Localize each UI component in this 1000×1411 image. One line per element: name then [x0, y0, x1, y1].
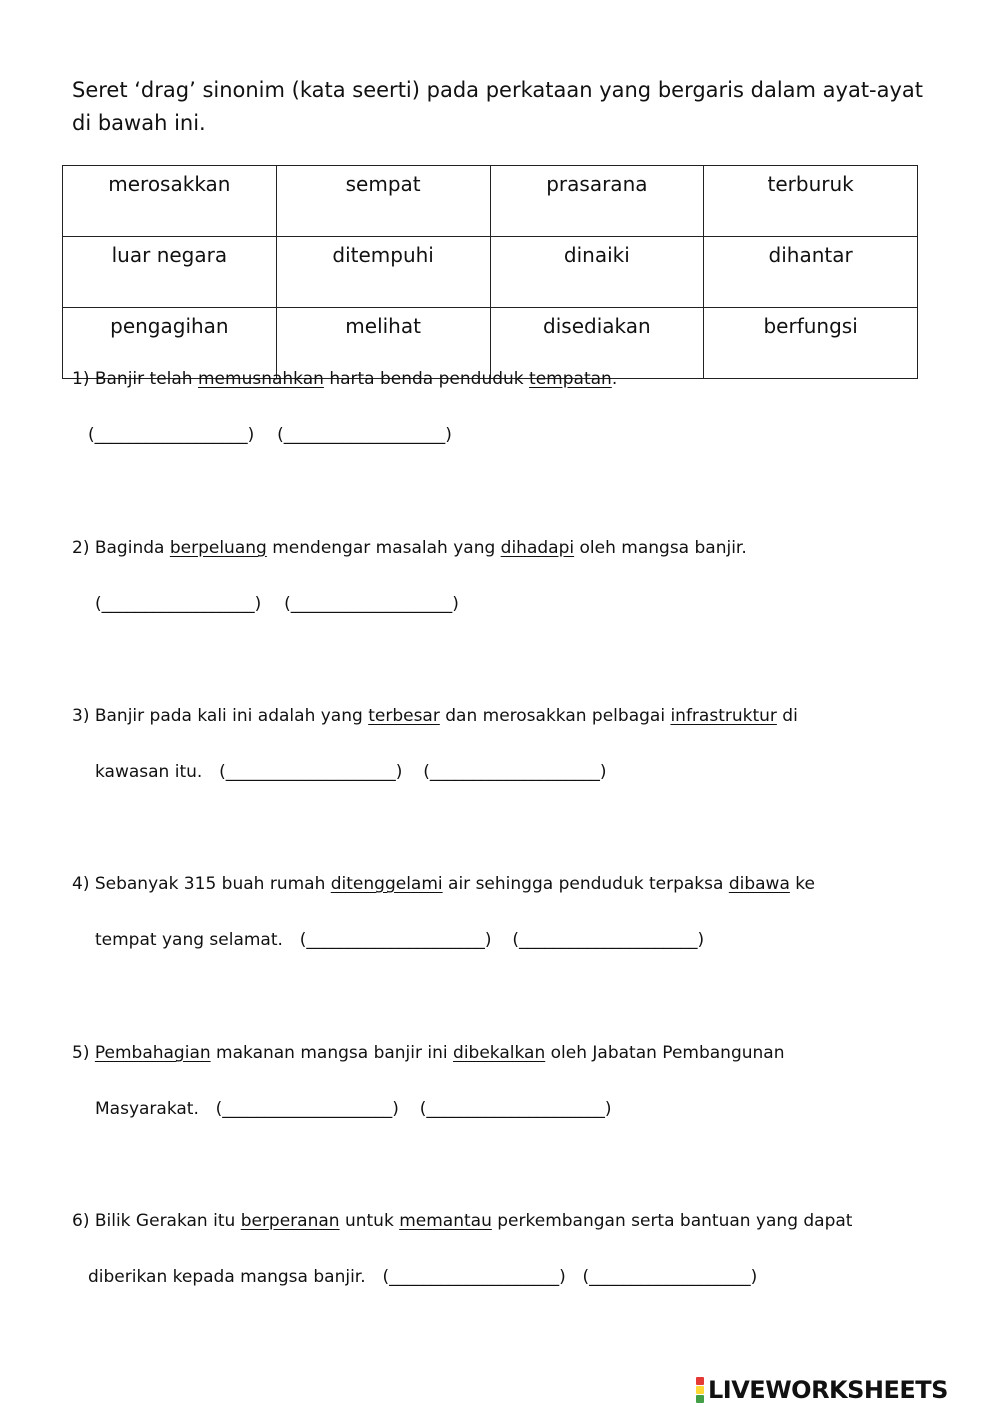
logo-block: [696, 1395, 704, 1403]
answer-blank-1[interactable]: (__________________): [88, 425, 255, 445]
sentence-text: ke: [789, 874, 815, 894]
underlined-word: dibawa: [728, 874, 790, 894]
underlined-word: terbesar: [368, 706, 440, 726]
question-2-sentence: [72, 538, 747, 558]
answer-blank-2[interactable]: (_____________________): [419, 1099, 612, 1119]
sentence-text: oleh Jabatan Pembangunan: [545, 1043, 785, 1063]
word-bank-cell[interactable]: merosakkan: [63, 166, 277, 237]
sentence-continuation: Masyarakat.: [95, 1099, 199, 1119]
logo-text: LIVEWORKSHEETS: [708, 1376, 948, 1404]
word-bank-cell[interactable]: sempat: [276, 166, 490, 237]
sentence-text: 6) Bilik Gerakan itu: [72, 1211, 241, 1231]
underlined-word: tempatan: [529, 369, 612, 389]
answer-blank-1[interactable]: (____________________): [219, 762, 403, 782]
logo-block: [696, 1377, 704, 1385]
answer-blank-1[interactable]: (__________________): [95, 594, 262, 614]
underlined-word: dibekalkan: [453, 1043, 546, 1063]
answer-blank-2[interactable]: (_____________________): [512, 930, 705, 950]
question-4-answers: [95, 930, 704, 950]
question-6-answers: [88, 1267, 757, 1287]
sentence-text: perkembangan serta bantuan yang dapat: [491, 1211, 853, 1231]
sentence-text: di: [776, 706, 798, 726]
question-3-sentence: [72, 706, 798, 726]
answer-blank-1[interactable]: (____________________): [215, 1099, 399, 1119]
word-bank-cell[interactable]: melihat: [276, 308, 490, 379]
answer-blank-1[interactable]: (____________________): [382, 1267, 566, 1287]
word-bank-cell[interactable]: dihantar: [704, 237, 918, 308]
answer-blank-1[interactable]: (_____________________): [299, 930, 492, 950]
word-bank-table: [62, 165, 918, 379]
word-bank-cell[interactable]: dinaiki: [490, 237, 704, 308]
question-6-sentence: [72, 1211, 852, 1231]
liveworksheets-logo: [696, 1376, 948, 1404]
sentence-text: .: [611, 369, 618, 389]
underlined-word: dihadapi: [500, 538, 575, 558]
underlined-word: memantau: [399, 1211, 492, 1231]
sentence-text: air sehingga penduduk terpaksa: [442, 874, 729, 894]
word-bank-cell[interactable]: prasarana: [490, 166, 704, 237]
answer-blank-2[interactable]: (___________________): [277, 425, 452, 445]
word-bank-row: [63, 237, 918, 308]
word-bank-cell[interactable]: berfungsi: [704, 308, 918, 379]
word-bank-cell[interactable]: terburuk: [704, 166, 918, 237]
underlined-word: memusnahkan: [198, 369, 324, 389]
answer-blank-2[interactable]: (___________________): [284, 594, 459, 614]
question-5-answers: [95, 1099, 612, 1119]
underlined-word: berpeluang: [169, 538, 267, 558]
sentence-continuation: tempat yang selamat.: [95, 930, 283, 950]
question-1-answers: [88, 425, 452, 445]
instruction-text: Seret ‘drag’ sinonim (kata seerti) pada perkataan yang bergaris dalam ayat-ayat di bawah ini.: [72, 78, 924, 135]
word-bank-cell[interactable]: disediakan: [490, 308, 704, 379]
word-bank-row: [63, 166, 918, 237]
sentence-text: untuk: [339, 1211, 400, 1231]
logo-icon: [696, 1377, 704, 1403]
answer-blank-2[interactable]: (____________________): [423, 762, 607, 782]
word-bank-cell[interactable]: pengagihan: [63, 308, 277, 379]
sentence-text: 4) Sebanyak 315 buah rumah: [72, 874, 331, 894]
word-bank-row: [63, 308, 918, 379]
sentence-text: 5): [72, 1043, 95, 1063]
sentence-continuation: kawasan itu.: [95, 762, 203, 782]
underlined-word: Pembahagian: [94, 1043, 211, 1063]
question-1-sentence: [72, 369, 617, 389]
word-bank-cell[interactable]: ditempuhi: [276, 237, 490, 308]
underlined-word: berperanan: [240, 1211, 340, 1231]
question-4-sentence: [72, 874, 815, 894]
underlined-word: ditenggelami: [330, 874, 443, 894]
sentence-text: 3) Banjir pada kali ini adalah yang: [72, 706, 369, 726]
sentence-text: makanan mangsa banjir ini: [210, 1043, 454, 1063]
word-bank-cell[interactable]: luar negara: [63, 237, 277, 308]
sentence-text: oleh mangsa banjir.: [574, 538, 747, 558]
underlined-word: infrastruktur: [670, 706, 777, 726]
sentence-text: harta benda penduduk: [323, 369, 530, 389]
question-5-sentence: [72, 1043, 784, 1063]
sentence-text: mendengar masalah yang: [266, 538, 501, 558]
sentence-continuation: diberikan kepada mangsa banjir.: [88, 1267, 366, 1287]
question-3-answers: [95, 762, 606, 782]
question-2-answers: [95, 594, 459, 614]
answer-blank-2[interactable]: (___________________): [582, 1267, 758, 1287]
sentence-text: dan merosakkan pelbagai: [439, 706, 671, 726]
logo-block: [696, 1386, 704, 1394]
sentence-text: 2) Baginda: [72, 538, 170, 558]
sentence-text: 1) Banjir telah: [72, 369, 198, 389]
